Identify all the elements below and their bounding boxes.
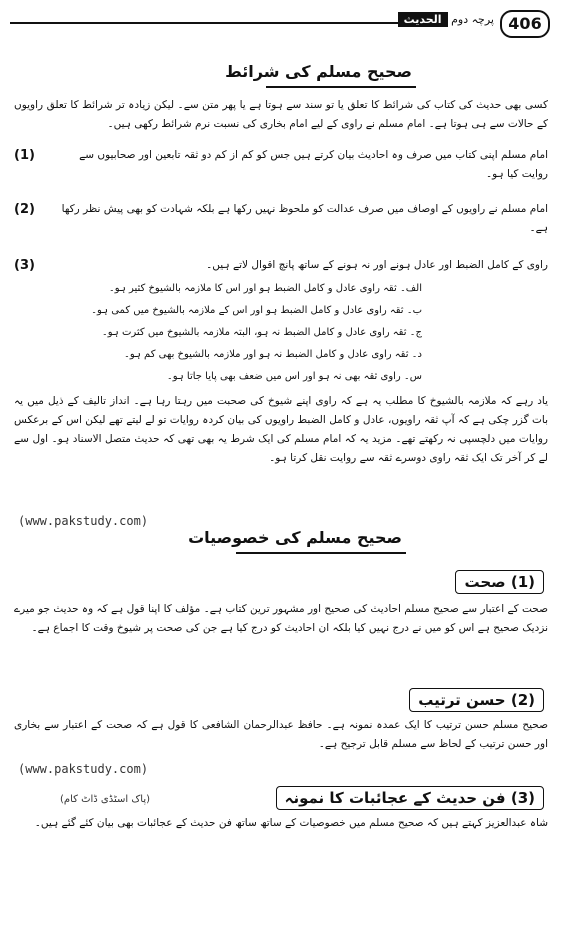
condition-text: امام مسلم نے راویوں کے اوصاف میں صرف عدالت کو ملحوظ نہیں رکھا ہے بلکہ شہادت کو بھی پیش نظر رکھا ہے۔ [61, 203, 548, 234]
header-rule [10, 22, 430, 24]
running-title [394, 13, 494, 26]
section-title-underline [236, 552, 406, 554]
sub-condition-seen: س۔ راوی ثقہ بھی نہ ہو اور اس میں ضعف بھی پایا جاتا ہو۔ [166, 371, 422, 382]
running-title-text: پرچہ دوم [451, 13, 494, 26]
feature-text-3: شاہ عبدالعزیز کہتے ہیں کہ صحیح مسلم میں خصوصیات کے ساتھ ساتھ فن حدیث کے عجائبات بھی بیان کئے گئے ہیں۔ [34, 817, 548, 829]
condition-number: (1) [14, 148, 35, 163]
watermark-urdu: (پاک اسٹڈی ڈاٹ کام) [60, 794, 151, 805]
page-header [10, 10, 550, 36]
sub-condition-alif: الف۔ ثقہ راوی عادل و کامل الضبط ہو اور اس کا ملازمہ بالشیوخ کثیر ہو۔ [108, 283, 422, 294]
sub-condition-be: ب۔ ثقہ راوی عادل و کامل الضبط ہو اور اس کے ملازمہ بالشیوخ میں کمی ہو۔ [91, 305, 422, 316]
section-title-features: صحیح مسلم کی خصوصیات [188, 528, 402, 547]
page-number: 406 [500, 10, 550, 38]
feature-heading-2: (2) حسن ترتیب [409, 688, 544, 712]
conditions-closing: یاد رہے کہ ملازمہ بالشیوخ کا مطلب یہ ہے کہ راوی اپنے شیوخ کی صحبت میں رہتا رہا ہے۔ انداز تالیف کے ذیل میں یہ بات گزر چکی ہے کہ آپ ثقہ راویوں، عادل و کامل الضبط راویوں کی بیان کردہ روایات تو لے لیتے تھے لیکن اس کے برعکس روایات میں دلچسپی نہ رکھتے تھے۔ مزید یہ کہ امام مسلم کی ایک شرط یہ بھی تھی کہ حدیث متصل الاسناد ہو۔ اول سے لے کر آخر تک ایک ثقہ راوی دوسرے ثقہ سے روایت نقل کرتا ہو۔ [14, 395, 548, 464]
sub-condition-jeem: ج۔ ثقہ راوی عادل و کامل الضبط نہ ہو، البتہ ملازمہ بالشیوخ میں کثرت ہو۔ [101, 327, 422, 338]
condition-item-3 [14, 256, 548, 275]
feature-text-2: صحیح مسلم حسن ترتیب کا ایک عمدہ نمونہ ہے۔ حافظ عبدالرحمان الشافعی کا قول ہے کہ صحت کے اعتبار سے بخاری اور حسن ترتیب کے لحاظ سے مسلم قابل ترجیح ہے۔ [14, 719, 548, 750]
section-title-conditions: صحیح مسلم کی شرائط [225, 62, 412, 81]
condition-item-2 [14, 200, 548, 238]
watermark-url: (www.pakstudy.com) [18, 762, 149, 776]
feature-heading-3: (3) فن حدیث کے عجائبات کا نمونہ [276, 786, 544, 810]
sub-condition-daal: د۔ ثقہ راوی عادل و کامل الضبط نہ ہو اور ملازمہ بالشیوخ بھی کم ہو۔ [123, 349, 422, 360]
conditions-intro: کسی بھی حدیث کی کتاب کی شرائط کا تعلق یا تو سند سے ہوتا ہے یا پھر متن سے۔ لیکن زیادہ تر شرائط کا تعلق راویوں کے حالات سے ہی ہوتا ہے۔ امام مسلم نے راوی کے لیے امام بخاری کی نسبت نرم شرائط رکھی ہیں۔ [14, 99, 548, 130]
condition-text: راوی کے کامل الضبط اور عادل ہونے اور نہ ہونے کے ساتھ پانچ اقوال لاتے ہیں۔ [206, 259, 548, 271]
condition-item-1 [14, 146, 548, 184]
condition-number: (2) [14, 202, 35, 217]
watermark-url: (www.pakstudy.com) [18, 514, 149, 528]
condition-number: (3) [14, 258, 35, 273]
running-title-tag: الحدیث [398, 12, 448, 27]
feature-text-1: صحت کے اعتبار سے صحیح مسلم احادیث کی صحیح اور مشہور ترین کتاب ہے۔ مؤلف کا اپنا قول ہے کہ وہ حدیث جو میرے نزدیک صحیح ہے اس کو میں نے درج نہیں کیا بلکہ ان احادیث کو درج کیا ہے جن کی صحت پر شیوخ وقت کا اجماع ہے۔ [14, 603, 548, 634]
condition-text: امام مسلم اپنی کتاب میں صرف وہ احادیث بیان کرتے ہیں جس کو کم از کم دو ثقہ تابعین اور صحابیوں سے روایت کیا ہو۔ [79, 149, 548, 180]
feature-heading-1: (1) صحت [455, 570, 544, 594]
section-title-underline [266, 86, 416, 88]
